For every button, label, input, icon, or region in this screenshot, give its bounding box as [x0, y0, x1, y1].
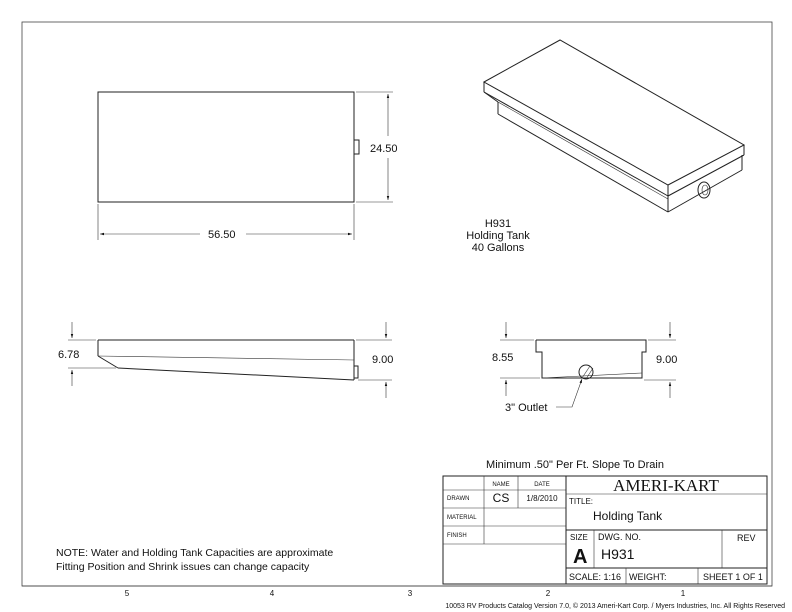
capacity-note-line1: NOTE: Water and Holding Tank Capacities are approximate	[56, 547, 334, 559]
isometric-view	[484, 40, 744, 212]
part-capacity: 40 Gallons	[471, 242, 525, 254]
title-block	[443, 476, 767, 584]
dim-top-width: 56.50	[208, 229, 236, 241]
side-view	[58, 322, 393, 398]
tb-drawn-date: 1/8/2010	[526, 494, 558, 503]
tb-finish-label: FINISH	[447, 533, 467, 539]
slope-note: Minimum .50" Per Ft. Slope To Drain	[486, 459, 664, 471]
tb-weight: WEIGHT:	[629, 572, 667, 582]
top-view-fitting	[354, 140, 359, 154]
tb-drawn-name: CS	[492, 491, 510, 505]
sheet-border	[22, 22, 772, 586]
top-view	[98, 92, 398, 241]
dim-side-left-height: 6.78	[58, 349, 80, 361]
tb-scale: SCALE: 1:16	[569, 572, 622, 582]
dim-end-left-height: 8.55	[492, 352, 514, 364]
dim-end-right-height: 9.00	[656, 354, 678, 366]
tb-dwg-value: H931	[601, 546, 635, 562]
copyright-footer: 10053 RV Products Catalog Version 7.0, © 2013 Ameri-Kart Corp. / Myers Industries, Inc. All Rights Reserved	[445, 603, 785, 610]
tb-material-label: MATERIAL	[447, 515, 477, 521]
zone-marker: 3	[407, 589, 413, 598]
end-view	[492, 322, 677, 414]
tb-drawn-label: DRAWN	[447, 496, 470, 502]
tb-sheet: SHEET 1 OF 1	[703, 572, 763, 582]
part-number: H931	[484, 218, 512, 230]
dim-side-right-height: 9.00	[372, 354, 394, 366]
tb-dwg-label: DWG. NO.	[598, 532, 641, 542]
zone-marker: 5	[124, 589, 130, 598]
zone-marker: 1	[680, 589, 686, 598]
tb-size-label: SIZE	[570, 533, 588, 542]
zone-markers	[22, 586, 772, 598]
zone-marker: 4	[269, 589, 275, 598]
tb-size-value: A	[573, 546, 588, 568]
iso-top-face	[484, 40, 744, 185]
tb-title-value: Holding Tank	[593, 509, 663, 523]
outlet-label: 3" Outlet	[505, 402, 548, 414]
tb-name-header: NAME	[492, 482, 510, 488]
zone-marker: 2	[545, 589, 551, 598]
tb-rev-label: REV	[737, 533, 756, 543]
capacity-note-line2: Fitting Position and Shrink issues can change capacity	[56, 561, 310, 573]
tb-company: AMERI-KART	[613, 476, 719, 495]
top-view-outline	[98, 92, 354, 202]
dim-top-depth: 24.50	[370, 143, 398, 155]
tb-date-header: DATE	[534, 482, 550, 488]
part-name: Holding Tank	[466, 230, 530, 242]
tb-title-label: TITLE:	[569, 497, 594, 506]
